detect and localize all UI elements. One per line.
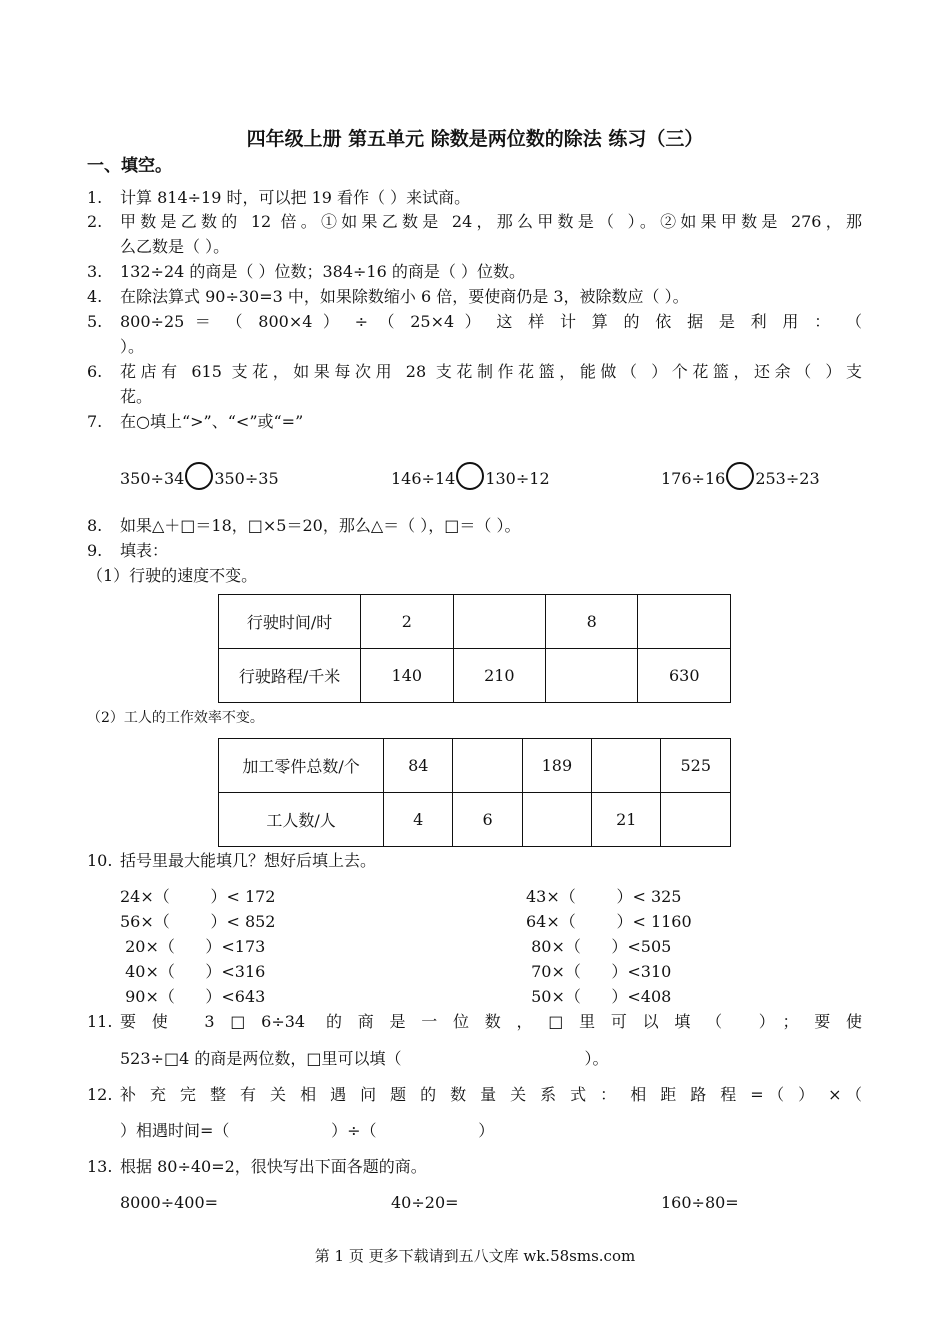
question-text: 甲数是乙数的 12 倍。①如果乙数是 24，那么甲数是（ ）。②如果甲数是 276，那 bbox=[120, 212, 862, 231]
question-text: 800÷25 ＝ （ 800×4 ） ÷ （ 25×4 ） 这 样 计 算 的 依 据 是 利 用 ： （ bbox=[120, 312, 862, 331]
question-number: 7. bbox=[87, 412, 103, 431]
table-cell[interactable] bbox=[522, 793, 591, 847]
table-cell: 210 bbox=[453, 649, 546, 703]
page-footer: 第 1 页 更多下载请到五八文库 wk.58sms.com bbox=[314, 1247, 636, 1265]
table-cell: 525 bbox=[661, 739, 731, 793]
question-text: 补 充 完 整 有 关 相 遇 问 题 的 数 量 关 系 式 ： 相 距 路 程 =（ ） ×（ bbox=[120, 1085, 862, 1104]
table-header-cell: 加工零件总数/个 bbox=[219, 739, 384, 793]
division-item: 160÷80= bbox=[661, 1193, 739, 1212]
inequality-item: 50×（ ）<408 bbox=[526, 987, 672, 1006]
question-number: 9. bbox=[87, 541, 103, 560]
inequality-item: 64×（ ）< 1160 bbox=[526, 912, 692, 931]
table-header-cell: 行驶路程/千米 bbox=[219, 649, 361, 703]
table-cell[interactable] bbox=[453, 595, 546, 649]
table-cell[interactable] bbox=[546, 649, 638, 703]
section-heading: 一、填空。 bbox=[87, 156, 172, 176]
page-title: 四年级上册 第五单元 除数是两位数的除法 练习（三） bbox=[246, 128, 704, 150]
question-text: 如果△＋□＝18，□×5＝20，那么△＝（ ），□＝（ ）。 bbox=[120, 516, 521, 535]
question-text: 计算 814÷19 时，可以把 19 看作（ ）来试商。 bbox=[120, 188, 471, 207]
answer-circle[interactable] bbox=[185, 462, 213, 490]
inequality-item: 80×（ ）<505 bbox=[526, 937, 672, 956]
inequality-item: 43×（ ）< 325 bbox=[526, 887, 682, 906]
table-cell[interactable] bbox=[453, 739, 522, 793]
table-header-cell: 行驶时间/时 bbox=[219, 595, 361, 649]
table-header-cell: 工人数/人 bbox=[219, 793, 384, 847]
table-cell: 84 bbox=[384, 739, 453, 793]
question-text: 根据 80÷40=2，很快写出下面各题的商。 bbox=[120, 1157, 427, 1176]
question-text: 132÷24 的商是（ ）位数；384÷16 的商是（ ）位数。 bbox=[120, 262, 525, 281]
table-cell: 8 bbox=[546, 595, 638, 649]
question-number: 10. bbox=[87, 851, 113, 870]
question-number: 8. bbox=[87, 516, 103, 535]
question-number: 13. bbox=[87, 1157, 113, 1176]
inequality-item: 90×（ ）<643 bbox=[120, 987, 266, 1006]
table-cell: 189 bbox=[522, 739, 591, 793]
question-number: 11. bbox=[87, 1012, 113, 1031]
question-number: 3. bbox=[87, 262, 103, 281]
table-cell: 4 bbox=[384, 793, 453, 847]
sub-heading: （2）工人的工作效率不变。 bbox=[87, 710, 264, 726]
question-number: 4. bbox=[87, 287, 103, 306]
question-text: 么乙数是（ ）。 bbox=[120, 237, 230, 256]
inequality-item: 20×（ ）<173 bbox=[120, 937, 266, 956]
table-cell[interactable] bbox=[661, 793, 731, 847]
question-text: 在○填上“>”、“<”或“=” bbox=[120, 412, 304, 431]
speed-table bbox=[218, 594, 731, 703]
division-item: 8000÷400= bbox=[120, 1193, 219, 1212]
inequality-item: 70×（ ）<310 bbox=[526, 962, 672, 981]
question-text: 523÷□4 的商是两位数，□里可以填（ ）。 bbox=[120, 1049, 609, 1068]
question-text: 要使 3□6÷34 的商是一位数，□里可以填（ ）；要使 bbox=[120, 1012, 862, 1031]
question-text: 花店有 615 支花，如果每次用 28 支花制作花篮，能做（ ）个花篮，还余（ ）支 bbox=[120, 362, 862, 381]
question-text: 填表： bbox=[120, 541, 169, 560]
inequality-item: 56×（ ）< 852 bbox=[120, 912, 276, 931]
compare-pair: 350÷34 350÷35 bbox=[120, 462, 279, 491]
inequality-item: 24×（ ）< 172 bbox=[120, 887, 276, 906]
question-number: 6. bbox=[87, 362, 103, 381]
compare-pair: 176÷16 253÷23 bbox=[661, 462, 820, 491]
question-text: ）。 bbox=[120, 337, 145, 356]
answer-circle[interactable] bbox=[456, 462, 484, 490]
work-table bbox=[218, 738, 731, 847]
question-text: 在除法算式 90÷30=3 中，如果除数缩小 6 倍，要使商仍是 3，被除数应（ ）。 bbox=[120, 287, 689, 306]
question-number: 5. bbox=[87, 312, 103, 331]
answer-circle[interactable] bbox=[726, 462, 754, 490]
sub-heading: （1）行驶的速度不变。 bbox=[87, 566, 258, 585]
inequality-item: 40×（ ）<316 bbox=[120, 962, 266, 981]
question-text: ）相遇时间=（ ）÷（ ） bbox=[120, 1121, 495, 1140]
table-cell: 21 bbox=[592, 793, 661, 847]
question-text: 花。 bbox=[120, 387, 153, 406]
question-text: 括号里最大能填几？想好后填上去。 bbox=[120, 851, 377, 870]
table-cell[interactable] bbox=[638, 595, 731, 649]
table-cell: 630 bbox=[638, 649, 731, 703]
table-cell[interactable] bbox=[592, 739, 661, 793]
question-number: 2. bbox=[87, 212, 103, 231]
question-number: 12. bbox=[87, 1085, 113, 1104]
compare-pair: 146÷14 130÷12 bbox=[391, 462, 550, 491]
table-cell: 140 bbox=[361, 649, 454, 703]
table-cell: 6 bbox=[453, 793, 522, 847]
table-cell: 2 bbox=[361, 595, 454, 649]
division-item: 40÷20= bbox=[391, 1193, 459, 1212]
question-number: 1. bbox=[87, 188, 103, 207]
